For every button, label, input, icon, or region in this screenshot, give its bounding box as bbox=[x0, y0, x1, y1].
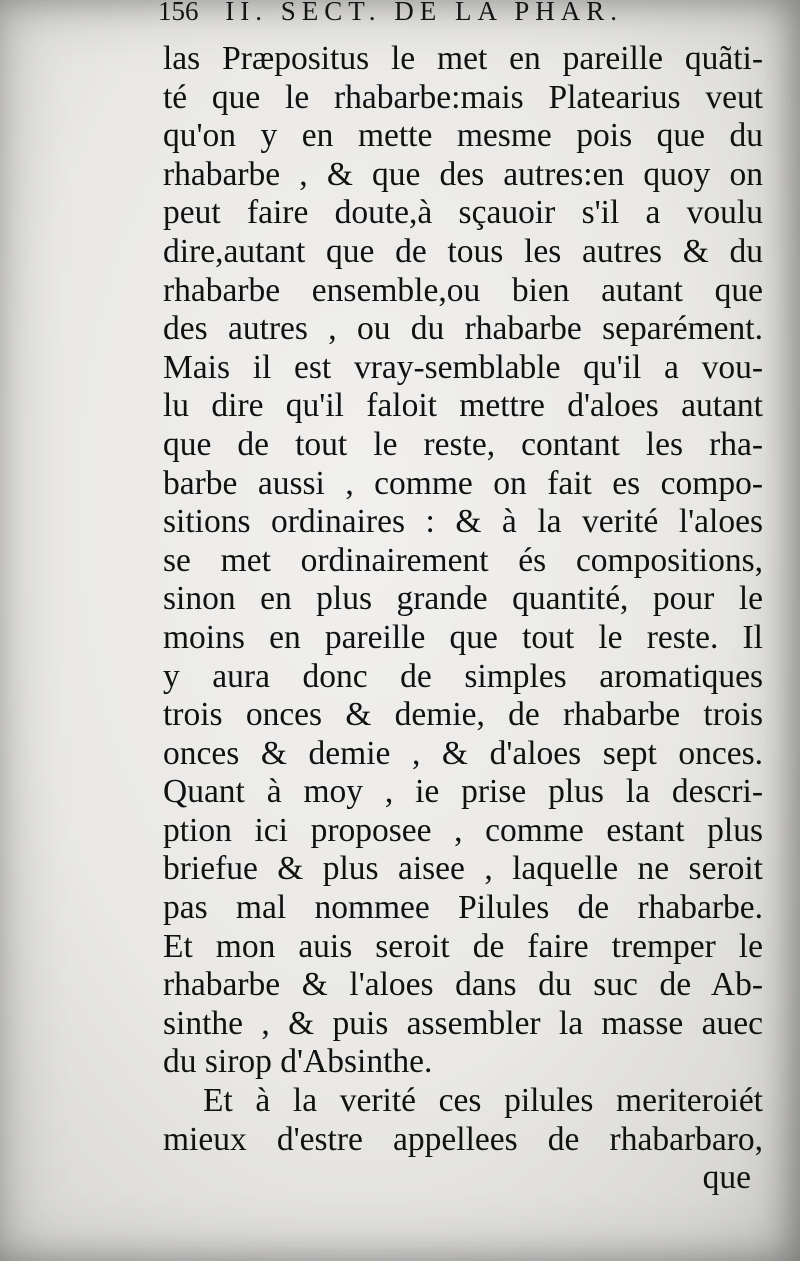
body-text bbox=[163, 40, 763, 1198]
page-number: 156 bbox=[158, 0, 199, 26]
text-line: rhabarbe & l'aloes dans du suc de Ab- bbox=[163, 966, 763, 1004]
text-line: rhabarbe , & que des autres:en quoy on bbox=[163, 155, 763, 193]
text-line: peut faire doute,à sçauoir s'il a voulu bbox=[163, 194, 763, 232]
text-line: Et mon auis seroit de faire tremper le bbox=[163, 927, 763, 965]
text-line: briefue & plus aisee , laquelle ne seroit bbox=[163, 850, 763, 888]
text-line: sinthe , & puis assembler la masse auec bbox=[163, 1004, 763, 1042]
text-line: sinon en plus grande quantité, pour le bbox=[163, 580, 763, 618]
text-line: Quant à moy , ie prise plus la descri- bbox=[163, 773, 763, 811]
text-line: se met ordinairement és compositions, bbox=[163, 541, 763, 579]
text-line: y aura donc de simples aromatiques bbox=[163, 657, 763, 695]
text-line: lu dire qu'il faloit mettre d'aloes autant bbox=[163, 387, 763, 425]
text-line: barbe aussi , comme on fait es compo- bbox=[163, 464, 763, 502]
text-line: sitions ordinaires : & à la verité l'aloes bbox=[163, 503, 763, 541]
text-line: qu'on y en mette mesme pois que du bbox=[163, 117, 763, 155]
text-line: té que le rhabarbe:mais Platearius veut bbox=[163, 78, 763, 116]
text-line: las Præpositus le met en pareille quãti- bbox=[163, 40, 763, 77]
paragraph-start-line: Et à la verité ces pilules meriteroiét bbox=[203, 1082, 763, 1120]
text-line: des autres , ou du rhabarbe separément. bbox=[163, 310, 763, 348]
text-line: que de tout le reste, contant les rha- bbox=[163, 425, 763, 463]
text-line: ption ici proposee , comme estant plus bbox=[163, 811, 763, 849]
catchword: que bbox=[702, 1159, 751, 1197]
text-line: Mais il est vray-semblable qu'il a vou- bbox=[163, 348, 763, 386]
text-line: mieux d'estre appellees de rhabarbaro, bbox=[163, 1120, 763, 1158]
text-line: trois onces & demie, de rhabarbe trois bbox=[163, 696, 763, 734]
text-line: pas mal nommee Pilules de rhabarbe. bbox=[163, 889, 763, 927]
text-line: onces & demie , & d'aloes sept onces. bbox=[163, 734, 763, 772]
bleed-through-text bbox=[20, 420, 160, 680]
text-line: du sirop d'Absinthe. bbox=[163, 1043, 433, 1081]
running-title: II. SECT. DE LA PHAR. bbox=[225, 0, 624, 26]
text-line: rhabarbe ensemble,ou bien autant que bbox=[163, 271, 763, 309]
running-header bbox=[158, 0, 798, 24]
text-line: dire,autant que de tous les autres & du bbox=[163, 232, 763, 270]
text-line: moins en pareille que tout le reste. Il bbox=[163, 618, 763, 656]
